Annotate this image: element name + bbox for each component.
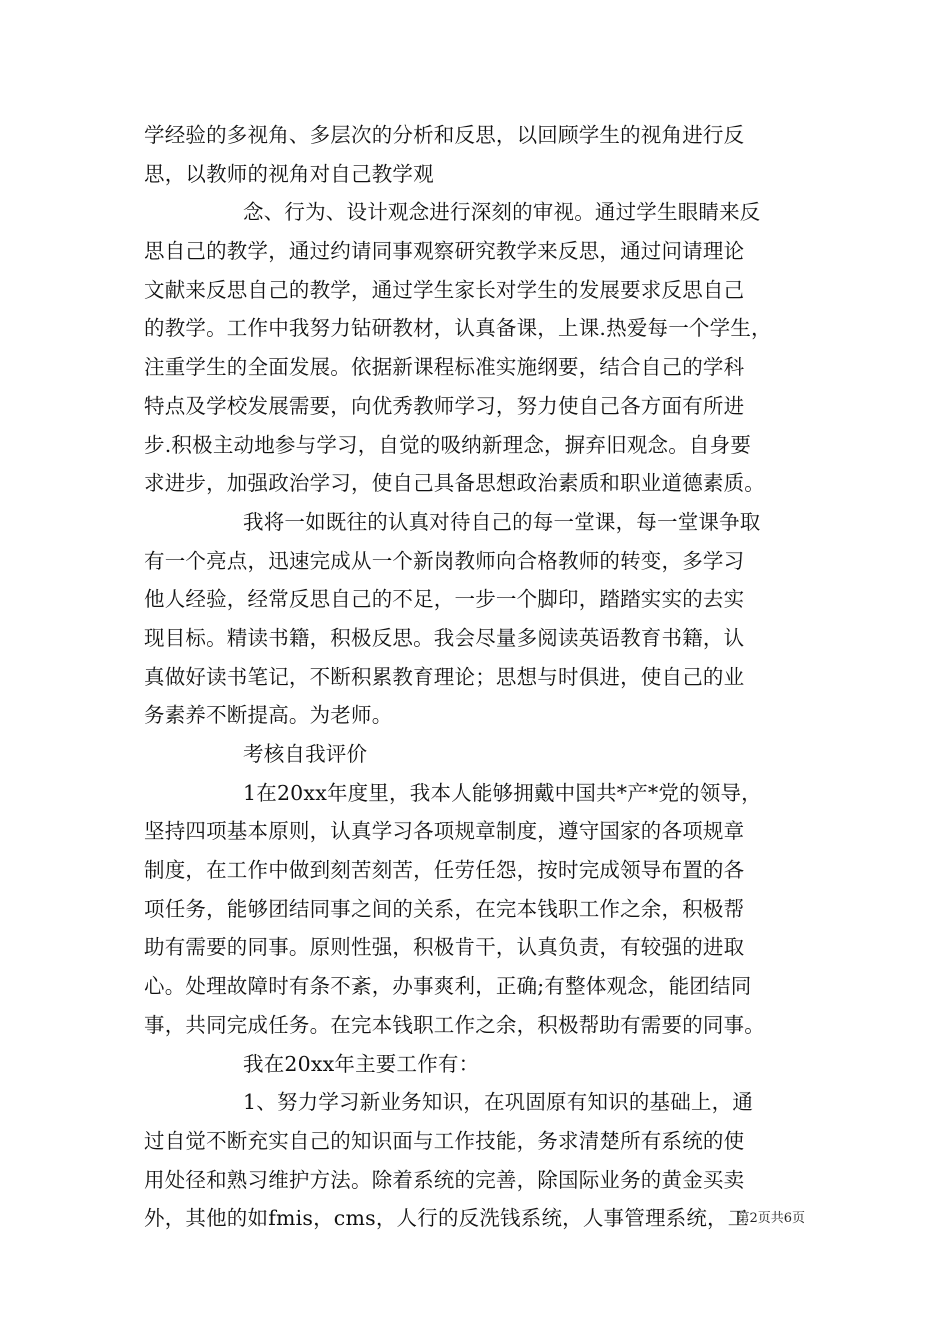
text-line: 有一个亮点，迅速完成从一个新岗教师向合格教师的转变，多学习 (144, 548, 745, 573)
section-heading: 考核自我评价 (243, 742, 368, 766)
text-line: 现目标。精读书籍，积极反思。我会尽量多阅读英语教育书籍，认 (144, 625, 745, 650)
text-line: 他人经验，经常反思自己的不足，一步一个脚印，踏踏实实的去实 (144, 587, 745, 612)
text-line: 项任务，能够团结同事之间的关系，在完本钱职工作之余，积极帮 (144, 896, 745, 921)
text-line: 的教学。工作中我努力钻研教材，认真备课，上课.热爱每一个学生， (144, 316, 772, 341)
text-line: 外，其他的如fmis，cms，人行的反洗钱系统，人事管理系统，工 (144, 1206, 749, 1231)
text-line: 注重学生的全面发展。依据新课程标准实施纲要，结合自己的学科 (144, 355, 745, 380)
text-line: 思，以教师的视角对自己教学观 (144, 161, 434, 186)
text-line: 制度，在工作中做到刻苦刻苦，任劳任怨，按时完成领导布置的各 (144, 858, 745, 883)
text-line: 用处径和熟习维护方法。除着系统的完善，除国际业务的黄金买卖 (144, 1167, 745, 1192)
text-line: 念、行为、设计观念进行深刻的审视。通过学生眼睛来反 (243, 200, 761, 225)
text-line: 我在20xx年主要工作有： (243, 1051, 480, 1076)
text-line: 心。处理故障时有条不紊，办事爽利，正确;有整体观念，能团结同 (144, 974, 752, 999)
text-line: 助有需要的同事。原则性强，积极肯干，认真负责，有较强的进取 (144, 935, 745, 960)
text-line: 真做好读书笔记，不断积累教育理论；思想与时俱进，使自己的业 (144, 664, 745, 689)
text-line: 1在20xx年度里，我本人能够拥戴中国共*产*党的领导， (243, 780, 762, 805)
text-line: 坚持四项基本原则，认真学习各项规章制度，遵守国家的各项规章 (144, 819, 745, 844)
text-line: 思自己的教学，通过约请同事观察研究教学来反思，通过问请理论 (144, 239, 745, 264)
text-line: 务素养不断提高。为老师。 (144, 703, 393, 728)
document-body (144, 116, 806, 1238)
text-line: 我将一如既往的认真对待自己的每一堂课，每一堂课争取 (243, 509, 761, 534)
text-line: 学经验的多视角、多层次的分析和反思，以回顾学生的视角进行反 (144, 123, 745, 147)
text-line: 文献来反思自己的教学，通过学生家长对学生的发展要求反思自己 (144, 277, 745, 302)
text-line: 事，共同完成任务。在完本钱职工作之余，积极帮助有需要的同事。 (144, 1012, 765, 1037)
page-indicator: 第2页共6页 (736, 1211, 805, 1226)
text-line: 过自觉不断充实自己的知识面与工作技能，务求清楚所有系统的使 (144, 1128, 745, 1153)
text-line: 求进步，加强政治学习，使自己具备思想政治素质和职业道德素质。 (144, 471, 765, 496)
text-line: 1、努力学习新业务知识，在巩固原有知识的基础上，通 (243, 1090, 754, 1115)
text-line: 步.积极主动地参与学习，自觉的吸纳新理念，摒弃旧观念。自身要 (144, 432, 752, 457)
text-line: 特点及学校发展需要，向优秀教师学习，努力使自己各方面有所进 (144, 393, 745, 418)
